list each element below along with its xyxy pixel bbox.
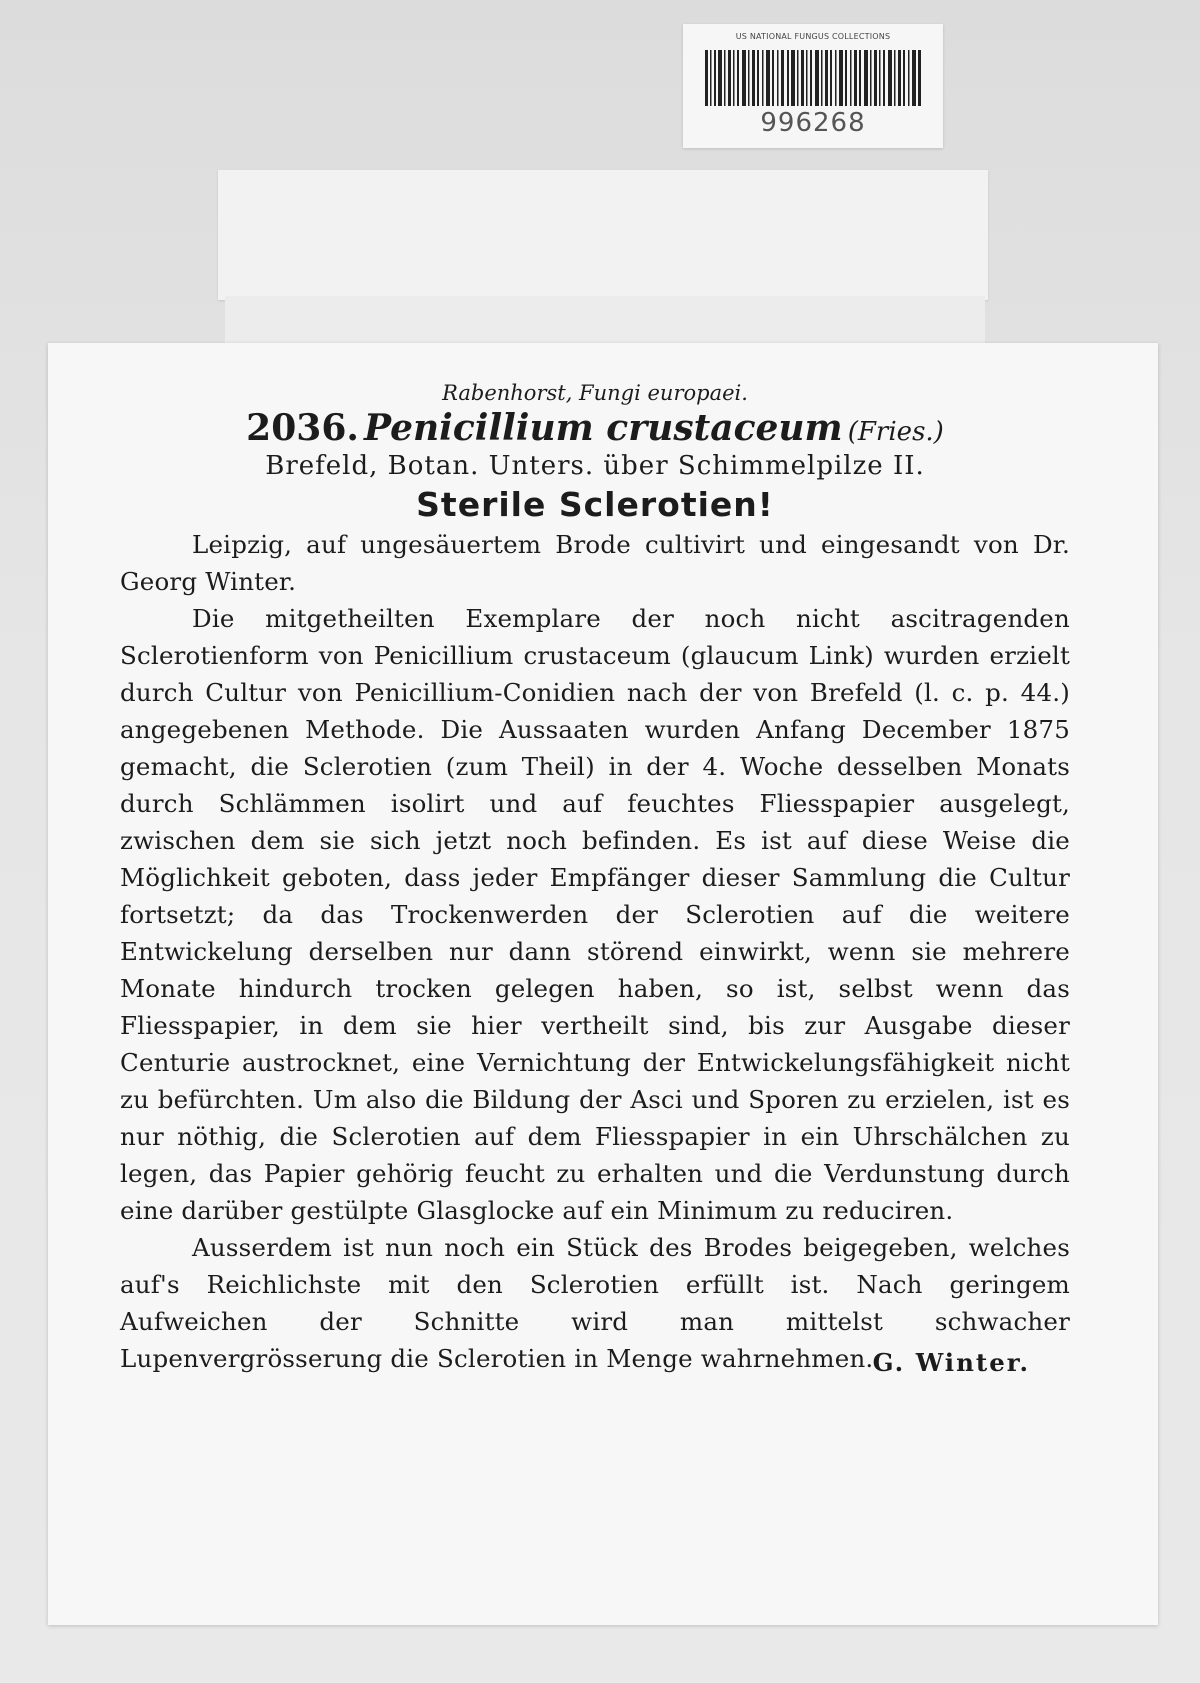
description-paragraph: Die mitgetheilten Exemplare der noch nicht ascitragenden Sclerotienform von Penicillium crustaceum (glaucum Link) wurden erzielt durch Cultur von Penicillium-Conidien nach der von Brefeld (l. c. p. 44.) angegebenen Methode. Die Aussaaten wurden Anfang December 1875 gemacht, die Sclerotien (zum Theil) in der 4. Woche desselben Monats durch Schlämmen isolirt und auf feuchtes Fliesspapier ausgelegt, zwischen dem sie sich jetzt noch befinden. Es ist auf diese Weise die Möglichkeit geboten, dass jeder Empfänger dieser Sammlung die Cultur fortsetzt; da das Trockenwerden der Sclerotien auf die weitere Entwickelung derselben nur dann störend einwirkt, wenn sie mehrere Monate hindurch trocken gelegen haben, so ist, selbst wenn das Fliesspapier, in dem sie hier vertheilt sind, bis zur Ausgabe dieser Centurie austrocknet, eine Vernichtung der Entwickelungsfähigkeit nicht zu befürchten. Um also die Bildung der Asci und Sporen zu erzielen, ist es nur nöthig, die Sclerotien auf dem Fliesspapier in ein Uhrschälchen zu legen, das Papier gehörig feucht zu erhalten und die Verdunstung durch eine darüber gestülpte Glasglocke auf ein Minimum zu reduciren. xyxy=(120,604,1070,1225)
label-text-block xyxy=(120,381,1070,1377)
headline: Sterile Sclerotien! xyxy=(416,485,774,524)
folded-paper-strip xyxy=(218,170,988,300)
barcode-icon xyxy=(703,50,923,106)
printed-specimen-label xyxy=(48,343,1158,1625)
series-title: Rabenhorst, Fungi europaei. xyxy=(442,381,748,405)
exsiccata-number: 2036. xyxy=(246,407,359,449)
species-author: (Fries.) xyxy=(847,417,944,447)
barcode-number: 996268 xyxy=(760,108,866,138)
barcode-institution-text: US NATIONAL FUNGUS COLLECTIONS xyxy=(735,32,891,41)
signature: G. Winter. xyxy=(872,1348,1030,1377)
species-heading xyxy=(120,407,1070,449)
paper-strip-shadow xyxy=(225,296,985,346)
species-name: Penicillium crustaceum xyxy=(364,407,843,449)
literature-reference: Brefeld, Botan. Unters. über Schimmelpilze II. xyxy=(265,451,925,481)
barcode-label xyxy=(683,24,943,148)
collection-paragraph: Leipzig, auf ungesäuertem Brode cultivirt und eingesandt von Dr. Georg Winter. xyxy=(120,530,1070,596)
closing-section xyxy=(120,1229,1070,1377)
closing-paragraph: Ausserdem ist nun noch ein Stück des Brodes beigegeben, welches auf's Reichlichste mit den Sclerotien erfüllt ist. Nach geringem Aufweichen der Schnitte wird man mittelst schwacher Lupenvergrösserung die Sclerotien in Menge wahrnehmen. xyxy=(120,1233,1070,1373)
